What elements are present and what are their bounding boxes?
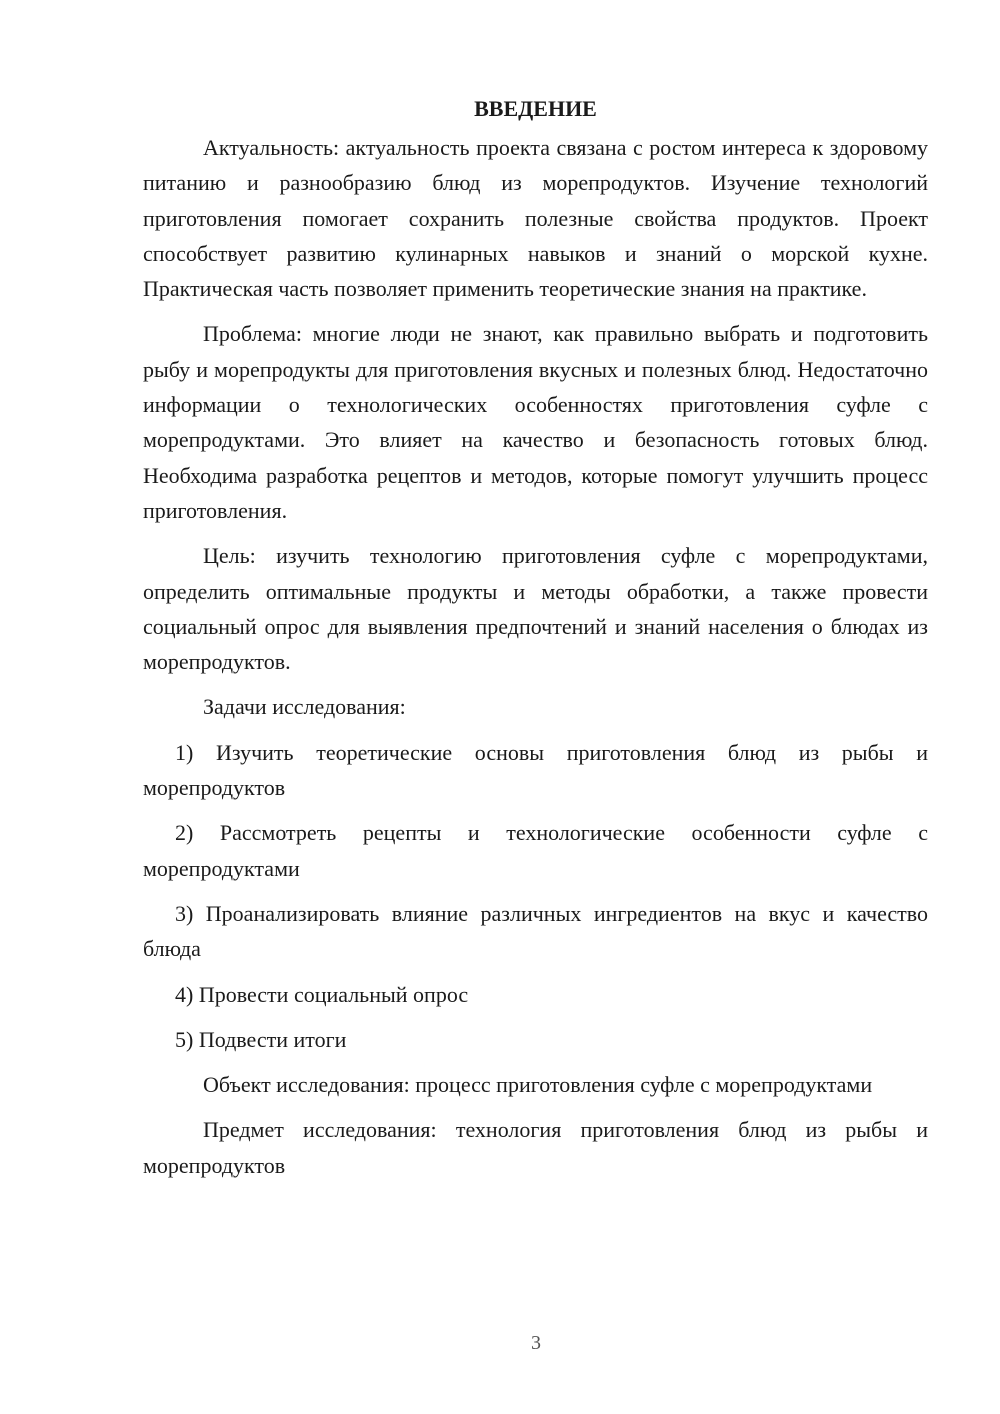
task-item-1: 1) Изучить теоретические основы приготовления блюд из рыбы и морепродуктов bbox=[143, 739, 928, 801]
paragraph-goal: Цель: изучить технологию приготовления суфле с морепродуктами, определить оптимальные продукты и методы обработки, а также провести социальный опрос для выявления предпочтений и знаний населения о блюдах из морепродуктов. bbox=[143, 543, 928, 675]
page-number: 3 bbox=[531, 1332, 541, 1354]
section-title: ВВЕДЕНИЕ bbox=[474, 96, 597, 121]
paragraph-problem: Проблема: многие люди не знают, как правильно выбрать и подготовить рыбу и морепродукты для приготовления вкусных и полезных блюд. Недостаточно информации о технологических особенностях приготовления суфле с морепродуктами. Это влияет на качество и безопасность готовых блюд. Необходима разработка рецептов и методов, которые помогут улучшить процесс приготовления. bbox=[143, 321, 928, 523]
tasks-heading: Задачи исследования: bbox=[203, 694, 406, 720]
task-item-2: 2) Рассмотреть рецепты и технологические особенности суфле с морепродуктами bbox=[143, 820, 928, 881]
task-item-4: 4) Провести социальный опрос bbox=[175, 981, 469, 1007]
document-page bbox=[143, 92, 928, 1193]
paragraph-relevance: Актуальность: актуальность проекта связана с ростом интереса к здоровому питанию и разнообразию блюд из морепродуктов. Изучение технологий приготовления помогает сохранить полезные свойства продуктов. Проект способствует развитию кулинарных навыков и знаний о морской кухне. Практическая часть позволяет применить теоретические знания на практике. bbox=[143, 135, 928, 302]
paragraph-subject: Предмет исследования: технология приготовления блюд из рыбы и морепродуктов bbox=[143, 1117, 928, 1178]
paragraph-object: Объект исследования: процесс приготовления суфле с морепродуктами bbox=[203, 1072, 873, 1098]
task-item-5: 5) Подвести итоги bbox=[175, 1026, 347, 1052]
task-item-3: 3) Проанализировать влияние различных ингредиентов на вкус и качество блюда bbox=[143, 900, 928, 962]
